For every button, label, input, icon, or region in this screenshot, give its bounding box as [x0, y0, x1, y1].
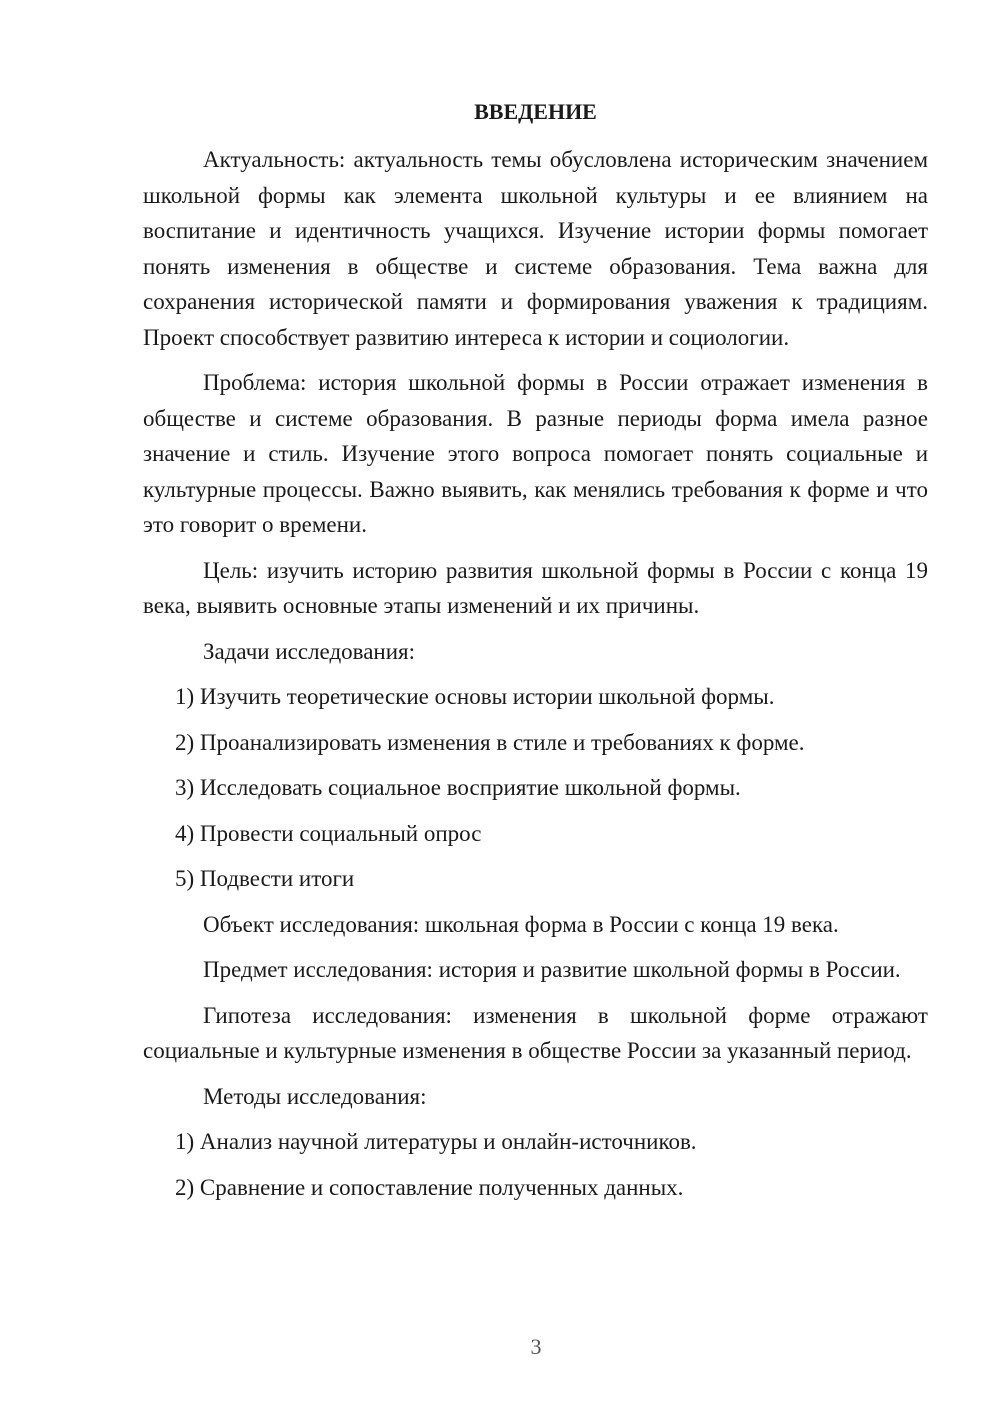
methods-list — [143, 1124, 928, 1205]
list-item: 1) Изучить теоретические основы истории школьной формы. — [175, 684, 775, 709]
object-paragraph: Объект исследования: школьная форма в России с конца 19 века. — [203, 911, 839, 937]
methods-heading: Методы исследования: — [203, 1083, 427, 1109]
list-item: 1) Анализ научной литературы и онлайн-источников. — [175, 1129, 697, 1154]
problem-paragraph: Проблема: история школьной формы в России отражает изменения в обществе и системе образования. В разные периоды форма имела разное значение и стиль. Изучение этого вопроса помогает понять социальные и культурные процессы. Важно выявить, как менялись требования к форме и что это говорит о времени. — [143, 370, 928, 537]
goal-paragraph: Цель: изучить историю развития школьной формы в России с конца 19 века, выявить основные этапы изменений и их причины. — [143, 557, 928, 618]
tasks-heading: Задачи исследования: — [203, 638, 416, 664]
subject-paragraph: Предмет исследования: история и развитие школьной формы в России. — [203, 957, 901, 982]
page-body — [143, 96, 928, 1215]
tasks-list — [143, 679, 928, 897]
list-item: 4) Провести социальный опрос — [175, 820, 482, 846]
list-item: 5) Подвести итоги — [175, 866, 355, 891]
list-item: 3) Исследовать социальное восприятие школьной формы. — [175, 775, 741, 800]
relevance-paragraph: Актуальность: актуальность темы обусловлена историческим значением школьной формы как элемента школьной культуры и ее влиянием на воспитание и идентичность учащихся. Изучение истории формы помогает понять изменения в обществе и системе образования. Тема важна для сохранения исторической памяти и формирования уважения к традициям. Проект способствует развитию интереса к истории и социологии. — [143, 147, 928, 350]
page-number: 3 — [530, 1334, 542, 1359]
hypothesis-paragraph: Гипотеза исследования: изменения в школьной форме отражают социальные и культурные изменения в обществе России за указанный период. — [143, 1002, 928, 1063]
list-item: 2) Сравнение и сопоставление полученных данных. — [175, 1174, 684, 1200]
section-title: ВВЕДЕНИЕ — [474, 99, 597, 124]
list-item: 2) Проанализировать изменения в стиле и требованиях к форме. — [175, 729, 805, 755]
